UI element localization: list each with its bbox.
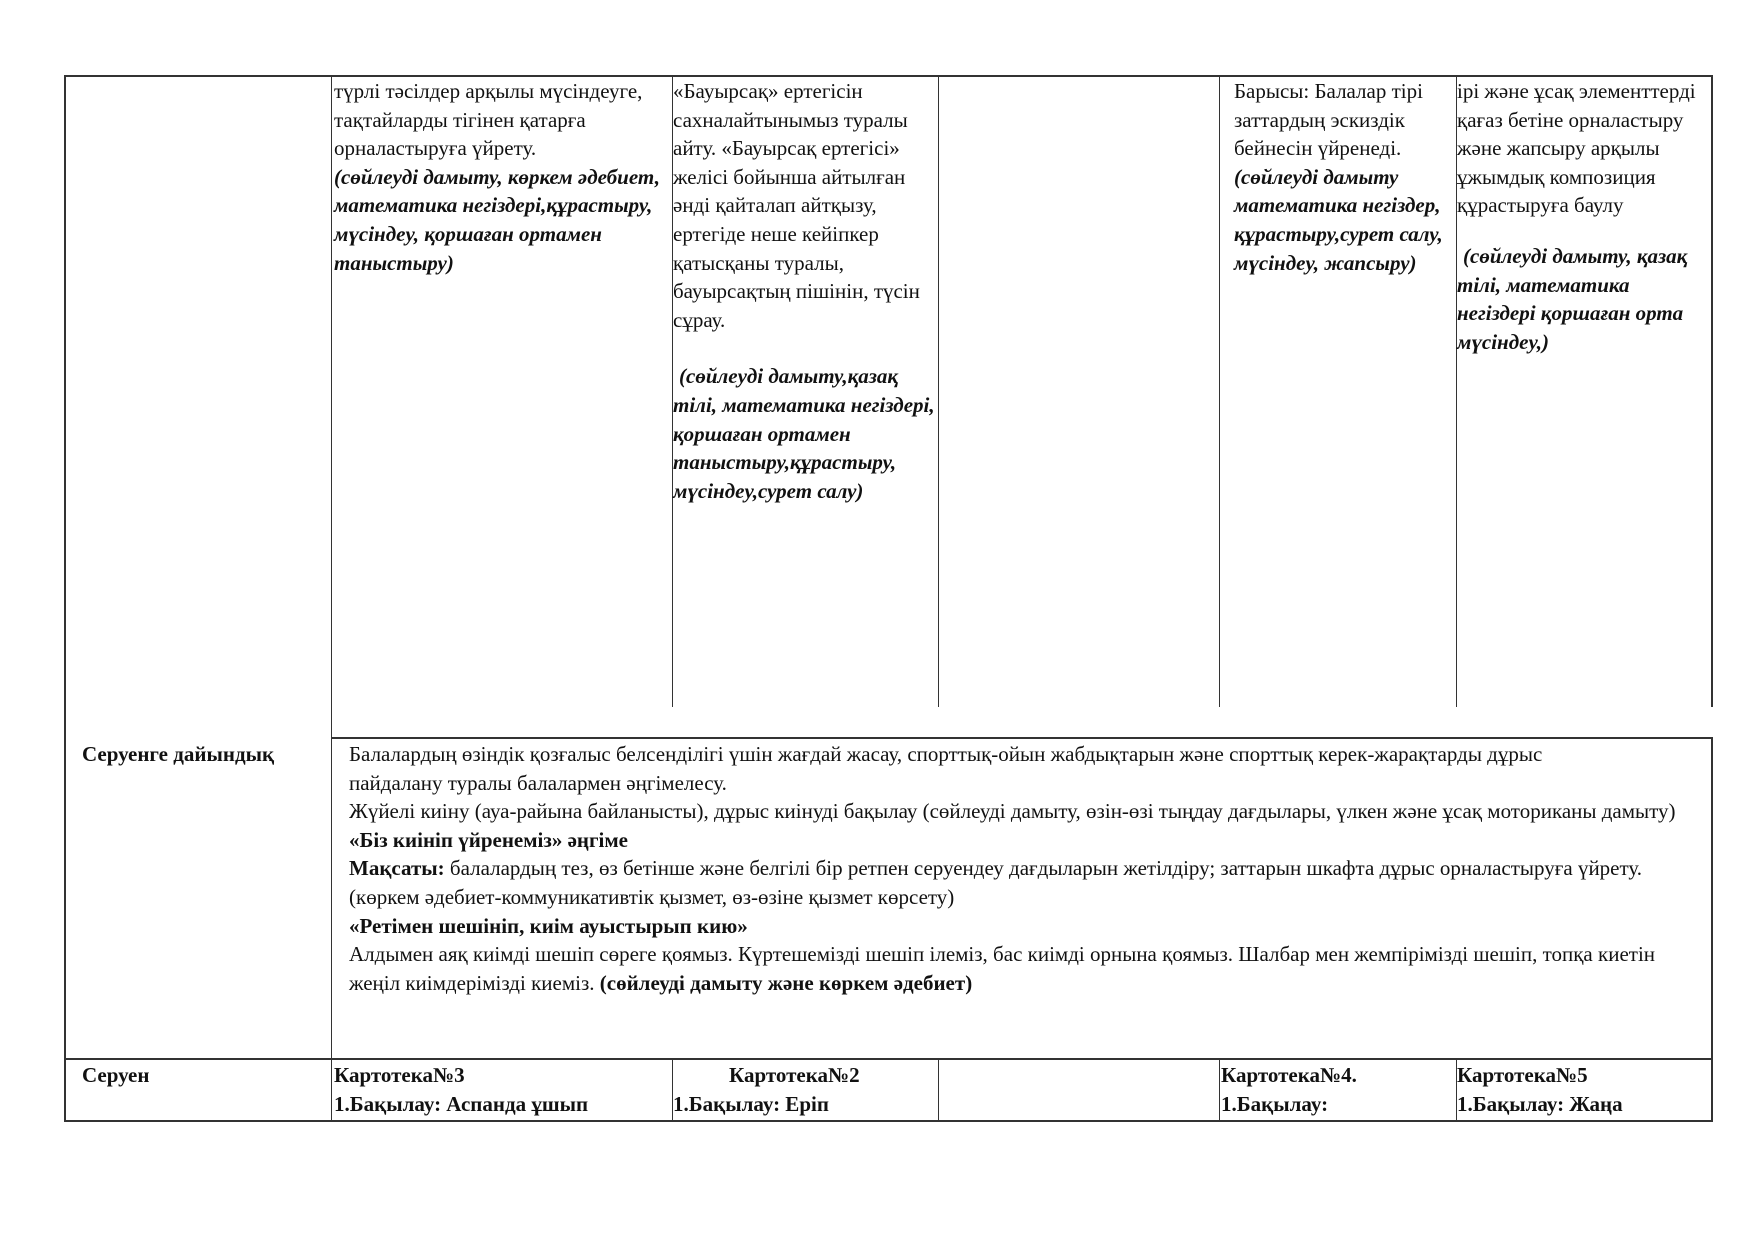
prep-row-label: Серуенге дайындық (82, 742, 275, 766)
observation-title: 1.Бақылау: Еріп (673, 1091, 829, 1116)
walk-row-cell-5 (1221, 1061, 1453, 1118)
col4-divider-top (1219, 75, 1220, 707)
cell-text: ірі және ұсақ элементтерді қағаз бетіне орналастыру және жапсыру арқылы ұжымдық композиция құрастыруға баулу (1457, 79, 1696, 218)
prep-para-4: Алдымен аяқ киімді шешіп сөреге қоямыз. Күртешемізді шешіп ілеміз, бас киімді орнына қоямыз. Шалбар мен жемпірімізді шешіп, топқа киетін жеңіл киімдерімізді киеміз. (сөйлеуді дамыту және көркем әдебиет) (349, 942, 1656, 995)
top-row-cell-6 (1457, 77, 1709, 356)
walk-row-cell-2 (334, 1061, 668, 1118)
col1-divider (331, 75, 332, 1122)
cell-integration: (сөйлеуді дамыту,қазақ тілі, математика негіздері, қоршаған ортамен таныстыру,құрастыру, мүсіндеу,сурет салу) (673, 364, 935, 503)
prep-para-3: (көркем әдебиет-коммуникативтік қызмет, өз-өзіне қызмет көрсету) (349, 884, 955, 909)
col4-divider-bottom (1219, 1058, 1220, 1121)
table-right-border-lower (1711, 738, 1713, 1122)
top-row-cell-5 (1234, 77, 1444, 277)
col3-divider-top (938, 75, 939, 707)
goal-label: Мақсаты: (349, 856, 445, 881)
table-left-border (64, 75, 66, 1122)
prep-para-2: Жүйелі киіну (ауа-райына байланысты), дұрыс киінуді бақылау (сөйлеуді дамыту, өзін-өзі тыңдау дағдылары, үлкен және ұсақ моториканы дамыту) (349, 799, 1676, 824)
observation-title: 1.Бақылау: (1221, 1091, 1329, 1116)
walk-row-cell-3 (673, 1061, 935, 1118)
prep-heading-1: «Біз киініп үйренеміз» әңгіме (349, 827, 628, 852)
card-number: Картотека№3 (334, 1063, 465, 1087)
prep-para-4-integration: (сөйлеуді дамыту және көркем әдебиет) (594, 970, 973, 995)
observation-title: 1.Бақылау: Аспанда ұшып (334, 1091, 589, 1116)
observation-title: 1.Бақылау: Жаңа (1457, 1091, 1623, 1116)
goal-text: балалардың тез, өз бетінше және белгілі бір ретпен серуендеу дағдыларын жетілдіру; заттарын шкафта дұрыс орналастыруға үйрету. (444, 856, 1643, 881)
prep-row-content (349, 740, 1704, 997)
prep-row-top-border (331, 737, 1713, 739)
cell-text: Барысы: Балалар тірі заттардың эскиздік бейнесін үйренеді. (1234, 79, 1423, 161)
top-row-cell-2 (334, 77, 668, 277)
cell-text: «Бауырсақ» ертегісін сахналайтынымыз туралы айту. «Бауырсақ ертегісі» желісі бойынша айтылған әнді қайталап айтқызу, ертегіде неше кейіпкер қатысқаны туралы, бауырсақтың пішінін, түсін сұрау. (673, 79, 920, 332)
table-right-border-upper (1711, 75, 1713, 707)
table-bottom-border (64, 1120, 1713, 1122)
walk-row-top-border (64, 1058, 1713, 1060)
prep-para-1: Балалардың өзіндік қозғалыс белсенділігі үшін жағдай жасау, спорттық-ойын жабдықтарын және спорттық керек-жарақтарды дұрыс пайдалану туралы балалармен әңгімелесу. (349, 742, 1543, 795)
walk-row-cell-6 (1457, 1061, 1709, 1118)
prep-goal (349, 854, 1679, 883)
col3-divider-bottom (938, 1058, 939, 1121)
cell-integration: (сөйлеуді дамыту, көркем әдебиет, математика негіздері,құрастыру, мүсіндеу, қоршаған ортамен таныстыру) (334, 164, 661, 275)
card-number: Картотека№4. (1221, 1063, 1357, 1087)
card-number: Картотека№2 (729, 1063, 860, 1087)
walk-row-label: Серуен (82, 1063, 150, 1087)
card-number: Картотека№5 (1457, 1063, 1588, 1087)
cell-text: түрлі тәсілдер арқылы мүсіндеуге, тақтайларды тігінен қатарға орналастыруға үйрету. (334, 79, 643, 161)
cell-integration: (сөйлеуді дамыту математика негіздер, құрастыру,сурет салу, мүсіндеу, жапсыру) (1234, 164, 1443, 275)
prep-heading-2: «Ретімен шешініп, киім ауыстырып кию» (349, 913, 748, 938)
cell-integration: (сөйлеуді дамыту, қазақ тілі, математика негіздері қоршаған орта мүсіндеу,) (1457, 243, 1688, 354)
top-row-cell-3 (673, 77, 935, 505)
